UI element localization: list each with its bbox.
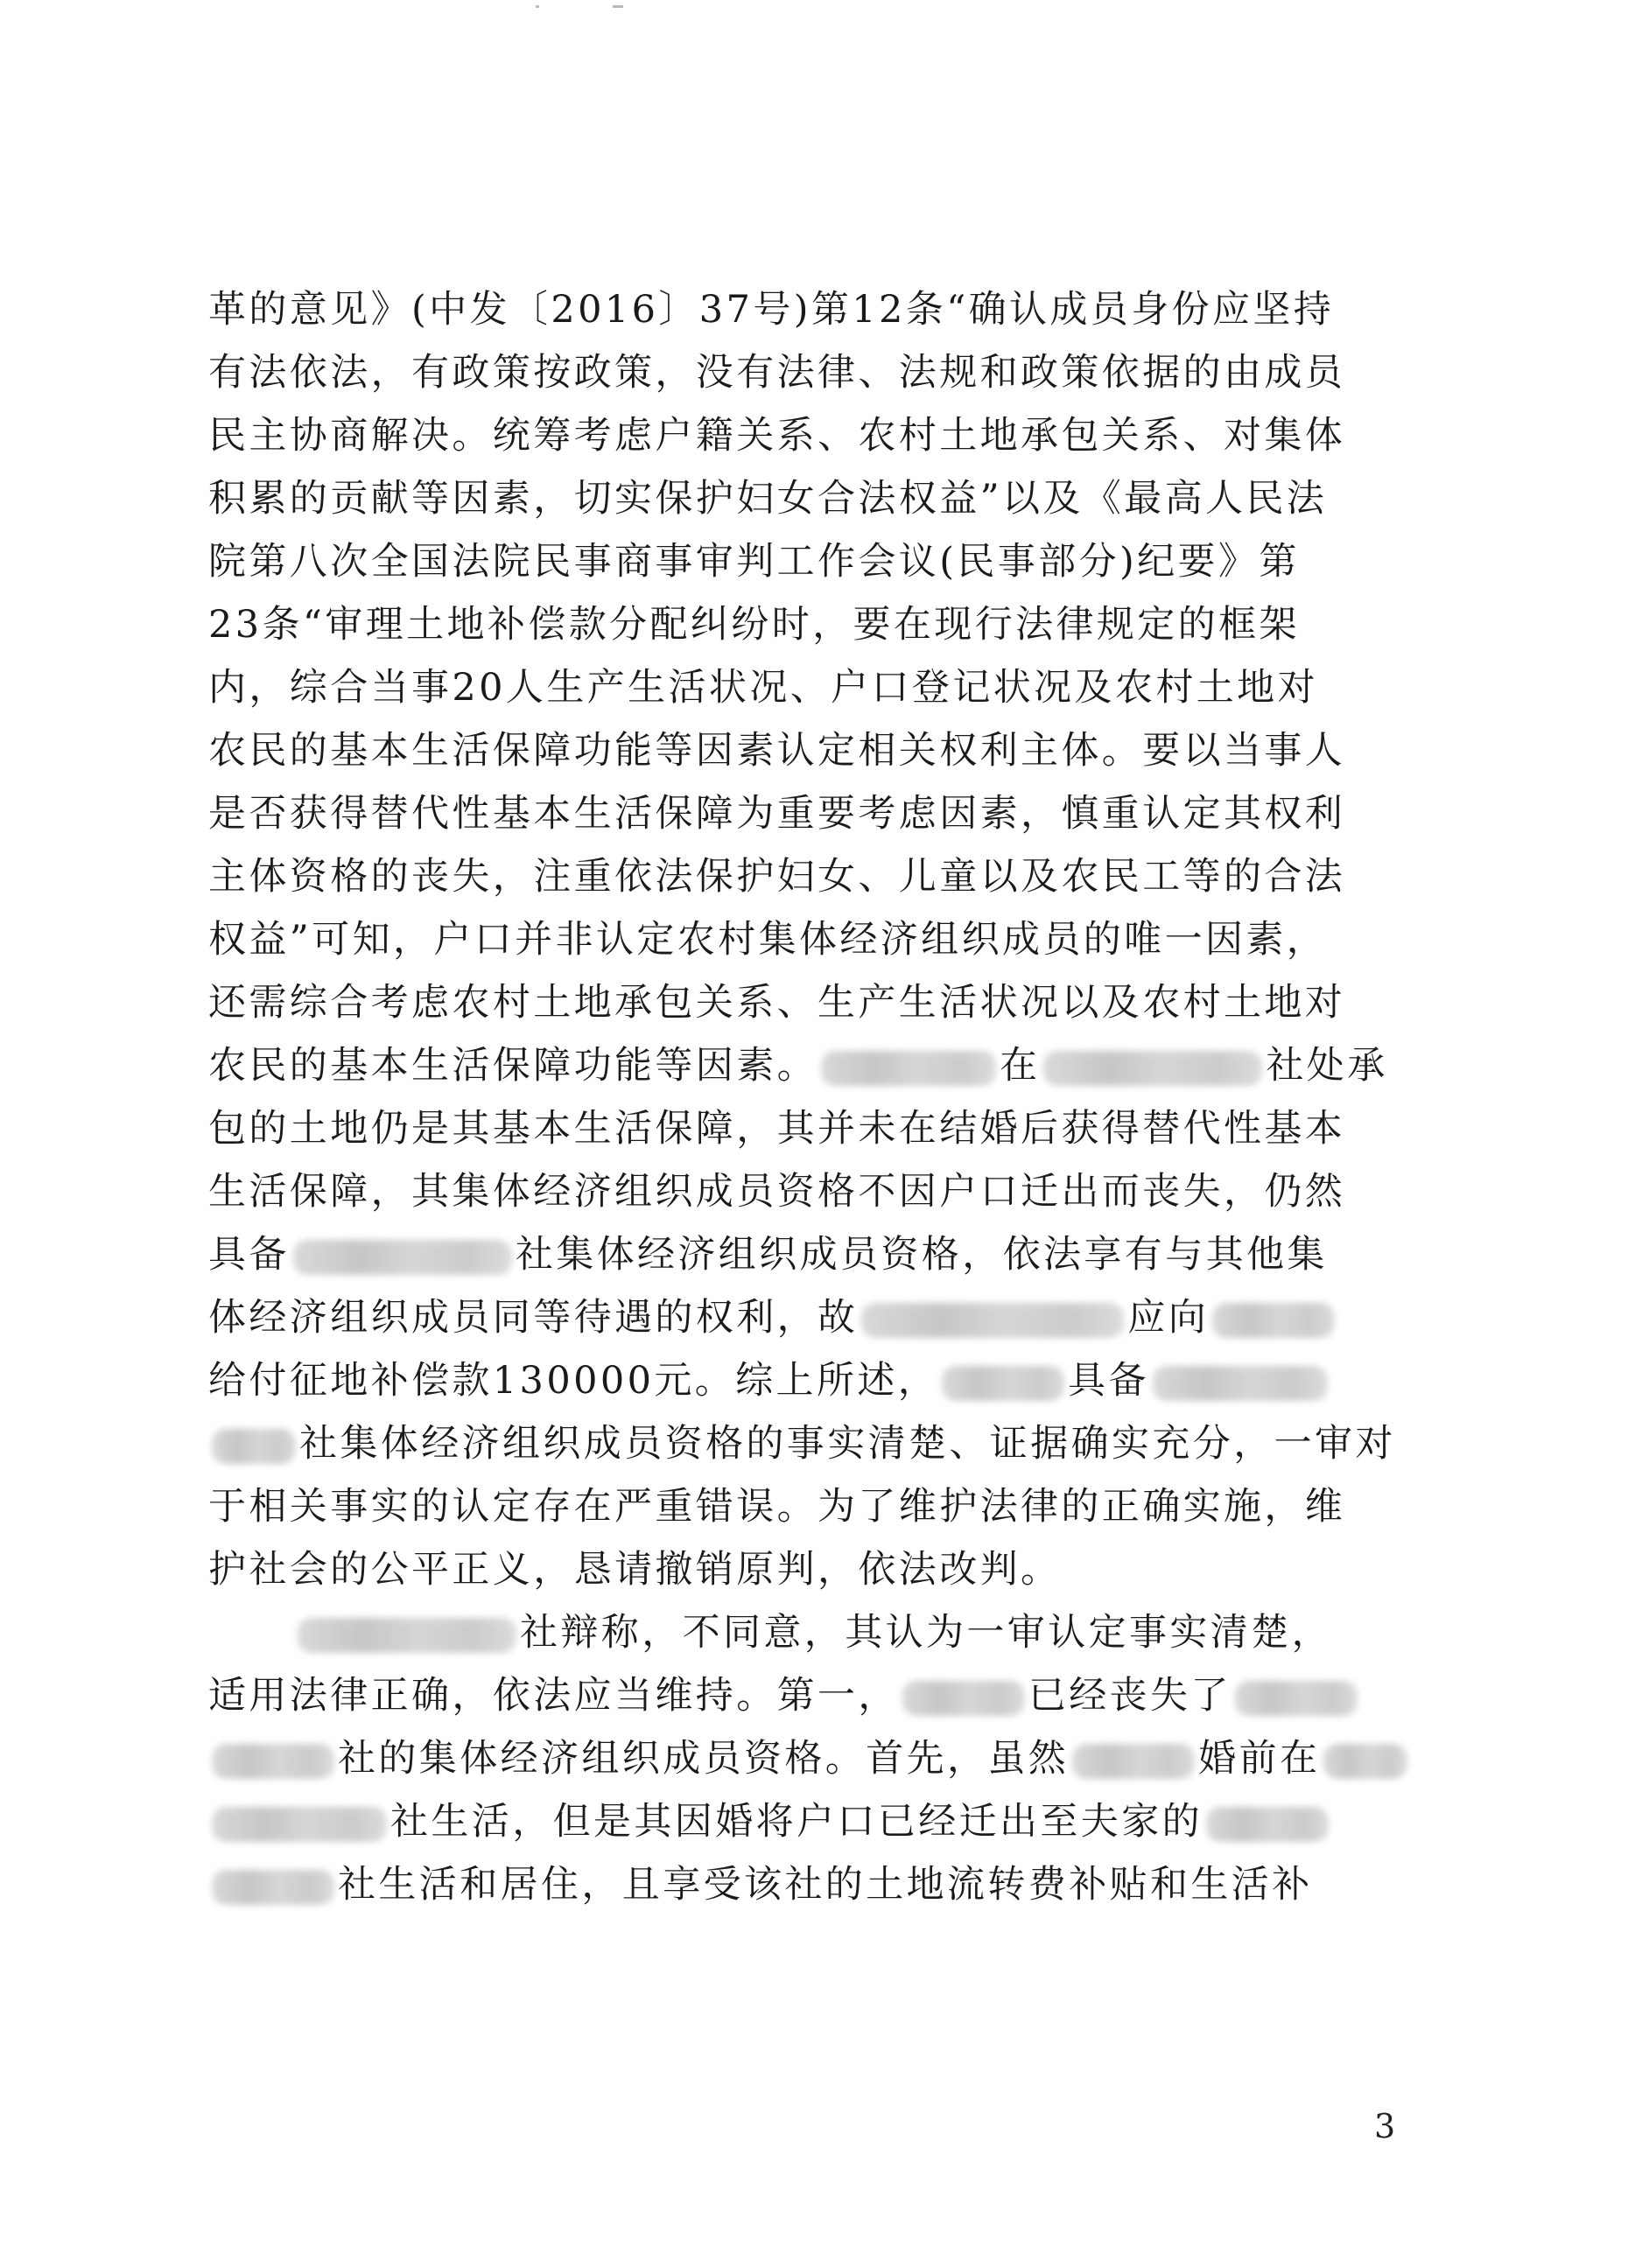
redaction-block	[1043, 1051, 1262, 1086]
redaction-block	[1235, 1681, 1358, 1716]
text-line: 积累的贡献等因素，切实保护妇女合法权益”以及《最高人民法	[208, 477, 1328, 521]
text-segment: 具备	[1068, 1359, 1149, 1403]
text-line	[208, 1601, 1425, 1664]
text-line: 23条“审理土地补偿款分配纠纷时，要在现行法律规定的框架	[208, 603, 1300, 647]
text-segment: 适用法律正确，依法应当维持。第一，	[208, 1674, 899, 1718]
text-segment: 社处承	[1266, 1044, 1388, 1088]
text-line	[208, 1790, 1425, 1853]
redaction-block	[821, 1051, 996, 1086]
text-line: 有法依法，有政策按政策，没有法律、法规和政策依据的由成员	[208, 351, 1346, 395]
text-segment: 给付征地补偿款130000元。综上所述，	[208, 1359, 939, 1403]
text-line: 院第八次全国法院民事商事审判工作会议(民事部分)纪要》第	[208, 540, 1300, 584]
scan-mark	[613, 5, 623, 8]
redaction-block	[1212, 1303, 1335, 1338]
text-segment: 农民的基本生活保障功能等因素。	[208, 1044, 818, 1088]
text-line: 包的土地仍是其基本生活保障，其并未在结婚后获得替代性基本	[208, 1107, 1346, 1151]
text-line: 民主协商解决。统筹考虑户籍关系、农村土地承包关系、对集体	[208, 414, 1346, 458]
redaction-block	[1072, 1744, 1195, 1779]
text-line	[208, 1853, 1425, 1916]
redaction-block	[212, 1870, 334, 1905]
text-line	[208, 1727, 1425, 1790]
text-line: 是否获得替代性基本生活保障为重要考虑因素，慎重认定其权利	[208, 792, 1346, 836]
redaction-block	[1206, 1807, 1329, 1842]
text-segment: 社生活，但是其因婚将户口已经迁出至夫家的	[390, 1800, 1203, 1844]
redaction-block	[293, 1240, 512, 1275]
text-segment: 体经济组织成员同等待遇的权利，故	[208, 1296, 859, 1340]
redaction-block	[1323, 1744, 1407, 1779]
text-line: 内，综合当事20人生产生活状况、户口登记状况及农村土地对	[208, 666, 1318, 710]
text-segment: 社集体经济组织成员资格的事实清楚、证据确实充分，一审对	[299, 1422, 1396, 1466]
text-segment: 社集体经济组织成员资格，依法享有与其他集	[515, 1233, 1328, 1277]
text-line: 还需综合考虑农村土地承包关系、生产生活状况以及农村土地对	[208, 981, 1346, 1025]
page-number: 3	[1374, 2107, 1396, 2146]
redaction-block	[902, 1681, 1025, 1716]
redaction-block	[212, 1744, 334, 1779]
text-line	[208, 1286, 1425, 1349]
text-line: 主体资格的丧失，注重依法保护妇女、儿童以及农民工等的合法	[208, 855, 1346, 899]
text-segment: 具备	[208, 1233, 290, 1277]
document-body	[208, 278, 1425, 1916]
redaction-block	[212, 1429, 296, 1464]
text-line: 革的意见》(中发〔2016〕37号)第12条“确认成员身份应坚持	[208, 288, 1335, 332]
scan-mark	[536, 5, 539, 8]
text-segment: 应向	[1127, 1296, 1210, 1340]
text-line	[208, 1412, 1425, 1475]
redaction-block	[298, 1618, 516, 1653]
text-segment: 社生活和居住，且享受该社的土地流转费补贴和生活补	[338, 1863, 1313, 1907]
redaction-block	[1153, 1366, 1328, 1401]
text-segment: 社的集体经济组织成员资格。首先，虽然	[338, 1737, 1070, 1781]
text-line: 农民的基本生活保障功能等因素认定相关权利主体。要以当事人	[208, 729, 1346, 773]
redaction-block	[861, 1303, 1124, 1338]
text-segment: 婚前在	[1198, 1737, 1321, 1781]
text-segment: 已经丧失了	[1028, 1674, 1232, 1718]
text-line: 权益”可知，户口并非认定农村集体经济组织成员的唯一因素，	[208, 918, 1328, 962]
redaction-block	[942, 1366, 1064, 1401]
redaction-block	[212, 1807, 387, 1842]
text-line	[208, 1223, 1425, 1286]
text-line: 生活保障，其集体经济组织成员资格不因户口迁出而丧失，仍然	[208, 1170, 1346, 1214]
text-line: 于相关事实的认定存在严重错误。为了维护法律的正确实施，维	[208, 1485, 1346, 1529]
text-segment: 社辩称，不同意，其认为一审认定事实清楚，	[520, 1611, 1332, 1655]
text-line	[208, 1664, 1425, 1727]
text-line	[208, 1034, 1425, 1097]
text-line: 护社会的公平正义，恳请撤销原判，依法改判。	[208, 1548, 1062, 1592]
text-segment: 在	[1000, 1044, 1041, 1088]
text-line	[208, 1349, 1425, 1412]
